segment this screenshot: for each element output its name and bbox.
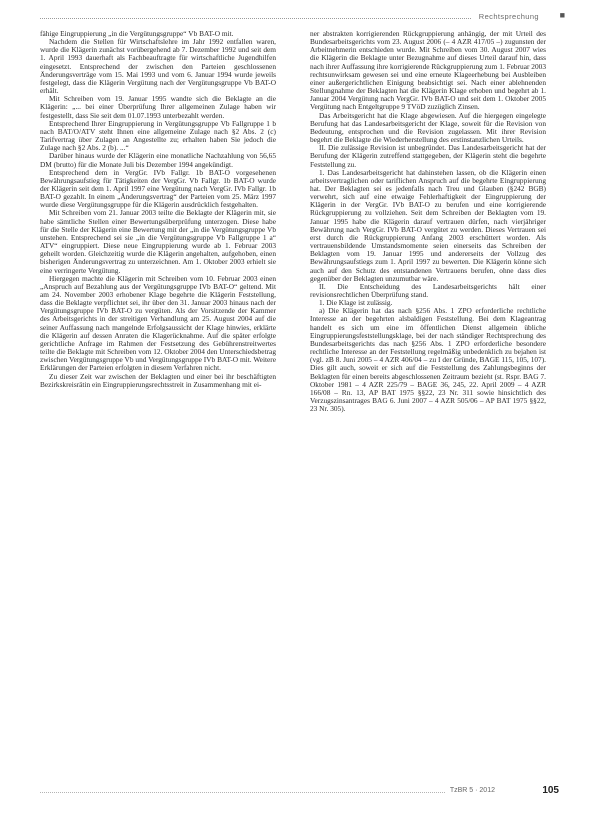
paragraph: II. Die zulässige Revision ist unbegründet. Das Landesarbeitsgericht hat der Berufung der Klägerin zutreffend stattgegeben, der Klägerin steht die begehrte Feststellung zu. [310,143,546,169]
journal-issue: TzBR 5 · 2012 [446,787,495,794]
section-title: Rechtsprechung [478,12,539,21]
section-marker-icon: ■ [559,10,565,20]
paragraph: 1. Das Landesarbeitsgericht hat dahinstehen lassen, ob die Klägerin einen arbeitsvertraglichen oder tariflichen Anspruch auf die begehrte Eingruppierung hat. Der Beklagten sei es jedenfalls nach Treu und Glauben (§242 BGB) verwehrt, sich auf eine etwaige Fehlerhaftigkeit der Eingruppierung der Klägerin in der VergGr. IVb BAT-O zu berufen und eine korrigierende Rückgruppierung zu vollziehen. Seit dem Schreiben der Beklagten vom 19. Januar 1995 habe die Klägerin darauf vertrauen dürfen, nach vierjähriger Bewährung nach VergGr. IVb BAT-O vergütet zu werden. Dieses Vertrauen sei erst durch die Rückgruppierung Anfang 2003 erschüttert worden. Als vertrauensbildende Umstandsmomente seien einerseits das Schreiben der Beklagten vom 19. Januar 1995 und andererseits der Vollzug des Bewährungsaufstiegs zum 1. April 1997 zu bewerten. Die Klägerin könne sich auch auf den Schutz des entstandenen Vertrauens berufen, ohne dass dies gegenüber der Beklagten unzumutbar wäre. [310,167,546,283]
footer-rule [40,792,495,793]
page-number: 105 [542,785,559,796]
paragraph: Mit Schreiben vom 21. Januar 2003 teilte die Beklagte der Klägerin mit, sie habe sämtliche Stellen einer Bewertungsüberprüfung unterzogen. Diese habe für die Stelle der Klägerin eine Bewertung mit der „in die Vergütungsgruppe Vb unstehen. Entsprechend sei sie „in die Vergütungsgruppe Vb Fallgruppe 1 a“ ATV“ eingruppiert. Diese neue Eingruppierung wurde ab 1. Februar 2003 geheilt worden. Gleichzeitig wurde die Klägerin angehalten, aufgehoben, einen bisherigen Änderungsvertrag zu unterzeichnen. Am 1. Oktober 2003 erhielt sie eine verringerte Vergütung. [40,208,276,275]
paragraph: Entsprechend dem in VergGr. IVb Fallgr. 1b BAT-O vorgesehenen Bewährungsaufstieg für Tätigkeiten der VergGr. Vb Fallgr. 1b BAT-O wurde der Klägerin seit dem 1. April 1997 eine Vergütung nach VergGr. IVb Fallgr. 1b BAT-O gezahlt. In einem „Änderungsvertrag“ der Parteien vom 25. März 1997 wurde diese Vergütungsgruppe für die Klägerin ausdrücklich festgehalten. [40,167,276,210]
paragraph: 1. Die Klage ist zulässig. [319,298,393,308]
paragraph: fähige Eingruppierung „in die Vergütungsgruppe“ Vb BAT-O mit. [40,29,234,38]
left-column [40,30,276,389]
paragraph: Hiergegen machte die Klägerin mit Schreiben vom 10. Februar 2003 einen „Anspruch auf Bezahlung aus der Vergütungsgruppe IVb BAT-O“ geltend. Mit am 24. November 2003 erhobener Klage begehrte die Klägerin Feststellung, dass die Beklagte verpflichtet sei, ihr über den 31. Januar 2003 hinaus nach der Vergütungsgruppe IVb BAT-O zu vergüten. Als der Vorsitzende der Kammer des Arbeitsgerichts in der streitigen Verhandlung am 25. August 2004 auf die seiner Auffassung nach mangelnde Erfolgsaussicht der Klage hinwies, erklärte die Klägerin auf dessen Anraten die Klagerücknahme. Auf die später erfolgte gerichtliche Anfrage im Rahmen der Festsetzung des Gebührenstreitwertes teilte die Beklagte mit Schreiben vom 12. Oktober 2004 den Unterschiedsbetrag zwischen Vergütungsgruppe Vb und Vergütungsgruppe IVb BAT-O mit. Weitere Erklärungen der Parteien erfolgten in diesem Verfahren nicht. [40,273,276,373]
paragraph: Darüber hinaus wurde der Klägerin eine monatliche Nachzahlung von 56,65 DM (brutto) für die Monate Juli bis Dezember 1994 angekündigt. [40,151,276,169]
paragraph: Zu dieser Zeit war zwischen der Beklagten und einer bei ihr beschäftigten Bezirkskreisrätin ein Eingruppierungsrechtsstreit in Zusammenhang mit ei- [40,371,276,389]
right-column [310,30,546,413]
paragraph: a) Die Klägerin hat das nach §256 Abs. 1 ZPO erforderliche rechtliche Interesse an der begehrten alsbaldigen Feststellung. Bei dem Klageantrag handelt es sich um eine im öffentlichen Dienst allgemein übliche Eingruppierungsfeststellungsklage, bei der nach ständiger Rechtsprechung des Bundesarbeitsgerichts das nach §256 Abs. 1 ZPO erforderliche besondere rechtliche Interesse an der Feststellung regelmäßig unbedenklich zu bejahen ist (vgl. zB 8. Juni 2005 – 4 AZR 406/04 – zu I der Gründe, BAGE 115, 105, 107). Dies gilt auch, soweit er sich auf die Feststellung des Zahlungsbeginns der Beklagten für einen bereits abgeschlossenen Zeitraum bezieht (st. Rspr. BAG 7. Oktober 1981 – 4 AZR 225/79 – BAGE 36, 245, 22. April 2009 – 4 AZR 166/08 – Rn. 13, AP BAT 1975 §§22, 23 Nr. 311 sowie hinsichtlich des Verzugszinsantrages BAG 6. Juni 2007 – 4 AZR 505/06 – AP BAT 1975 §§22, 23 Nr. 305). [310,306,546,414]
page-footer [0,784,591,798]
running-header [0,12,591,26]
paragraph: Das Arbeitsgericht hat die Klage abgewiesen. Auf die hiergegen eingelegte Berufung hat das Landesarbeitsgericht der Klage, soweit für die Revision von Bedeutung, entsprochen und die Revision zugelassen. Mit ihrer Revision begehrt die Beklagte die Wiederherstellung des erstinstanzlichen Urteils. [310,110,546,145]
paragraph: II. Die Entscheidung des Landesarbeitsgerichts hält einer revisionsrechtlichen Überprüfung stand. [310,281,546,299]
paragraph: ner abstrakten korrigierenden Rückgruppierung anhängig, der mit Urteil des Bundesarbeitsgerichts vom 23. August 2006 (– 4 AZR 417/05 –) zugunsten der Arbeitnehmerin entschieden wurde. Mit Schreiben vom 30. August 2007 wies die Klägerin die Beklagte unter Bezugnahme auf dieses Urteil darauf hin, dass nach ihrer Auffassung ihre korrigierende Rückgruppierung zum 1. Februar 2003 rechtsunwirksam gewesen sei und eine erneute Klageerhebung bei Ausbleiben einer außergerichtlichen Einigung beabsichtigt sei. Nach einer ablehnenden Stellungnahme der Beklagten hat die Klägerin Klage erhoben und begehrt ab 1. Januar 2004 Vergütung nach VergGr. IVb BAT-O und seit dem 1. Oktober 2005 Vergütung nach Entgeltgruppe 9 TVöD zuzüglich Zinsen. [310,29,546,112]
paragraph: Mit Schreiben vom 19. Januar 1995 wandte sich die Beklagte an die Klägerin: „... bei einer Überprüfung Ihrer allgemeinen Zulage haben wir festgestellt, dass Sie seit dem 01.07.1993 unterbezahlt werden. [40,94,276,120]
paragraph: Entsprechend Ihrer Eingruppierung in Vergütungsgruppe Vb Fallgruppe 1 b nach BAT/O/ATV steht Ihnen eine allgemeine Zulage nach §2 Abs. 2 (c) Tarifvertrag über Zulagen an Angestellte zu; erhalten haben Sie jedoch die Zulage nach §2 Abs. 2 (b). ...“ [40,118,276,153]
header-rule [40,18,471,19]
paragraph: Nachdem die Stellen für Wirtschaftslehre im Jahr 1992 entfallen waren, wurde die Klägerin zunächst vorübergehend ab 7. Dezember 1992 und seit dem 1. April 1993 dauerhaft als Fachbeauftragte für wirtschaftliche Jugendhilfen eingesetzt. Entsprechend der zwischen den Parteien geschlossenen Änderungsverträge vom 15. Mai 1993 und vom 6. Januar 1994 wurde jeweils festgelegt, dass die Klägerin Vergütung nach der Vergütungsgruppe Vb BAT-O erhält. [40,37,276,96]
